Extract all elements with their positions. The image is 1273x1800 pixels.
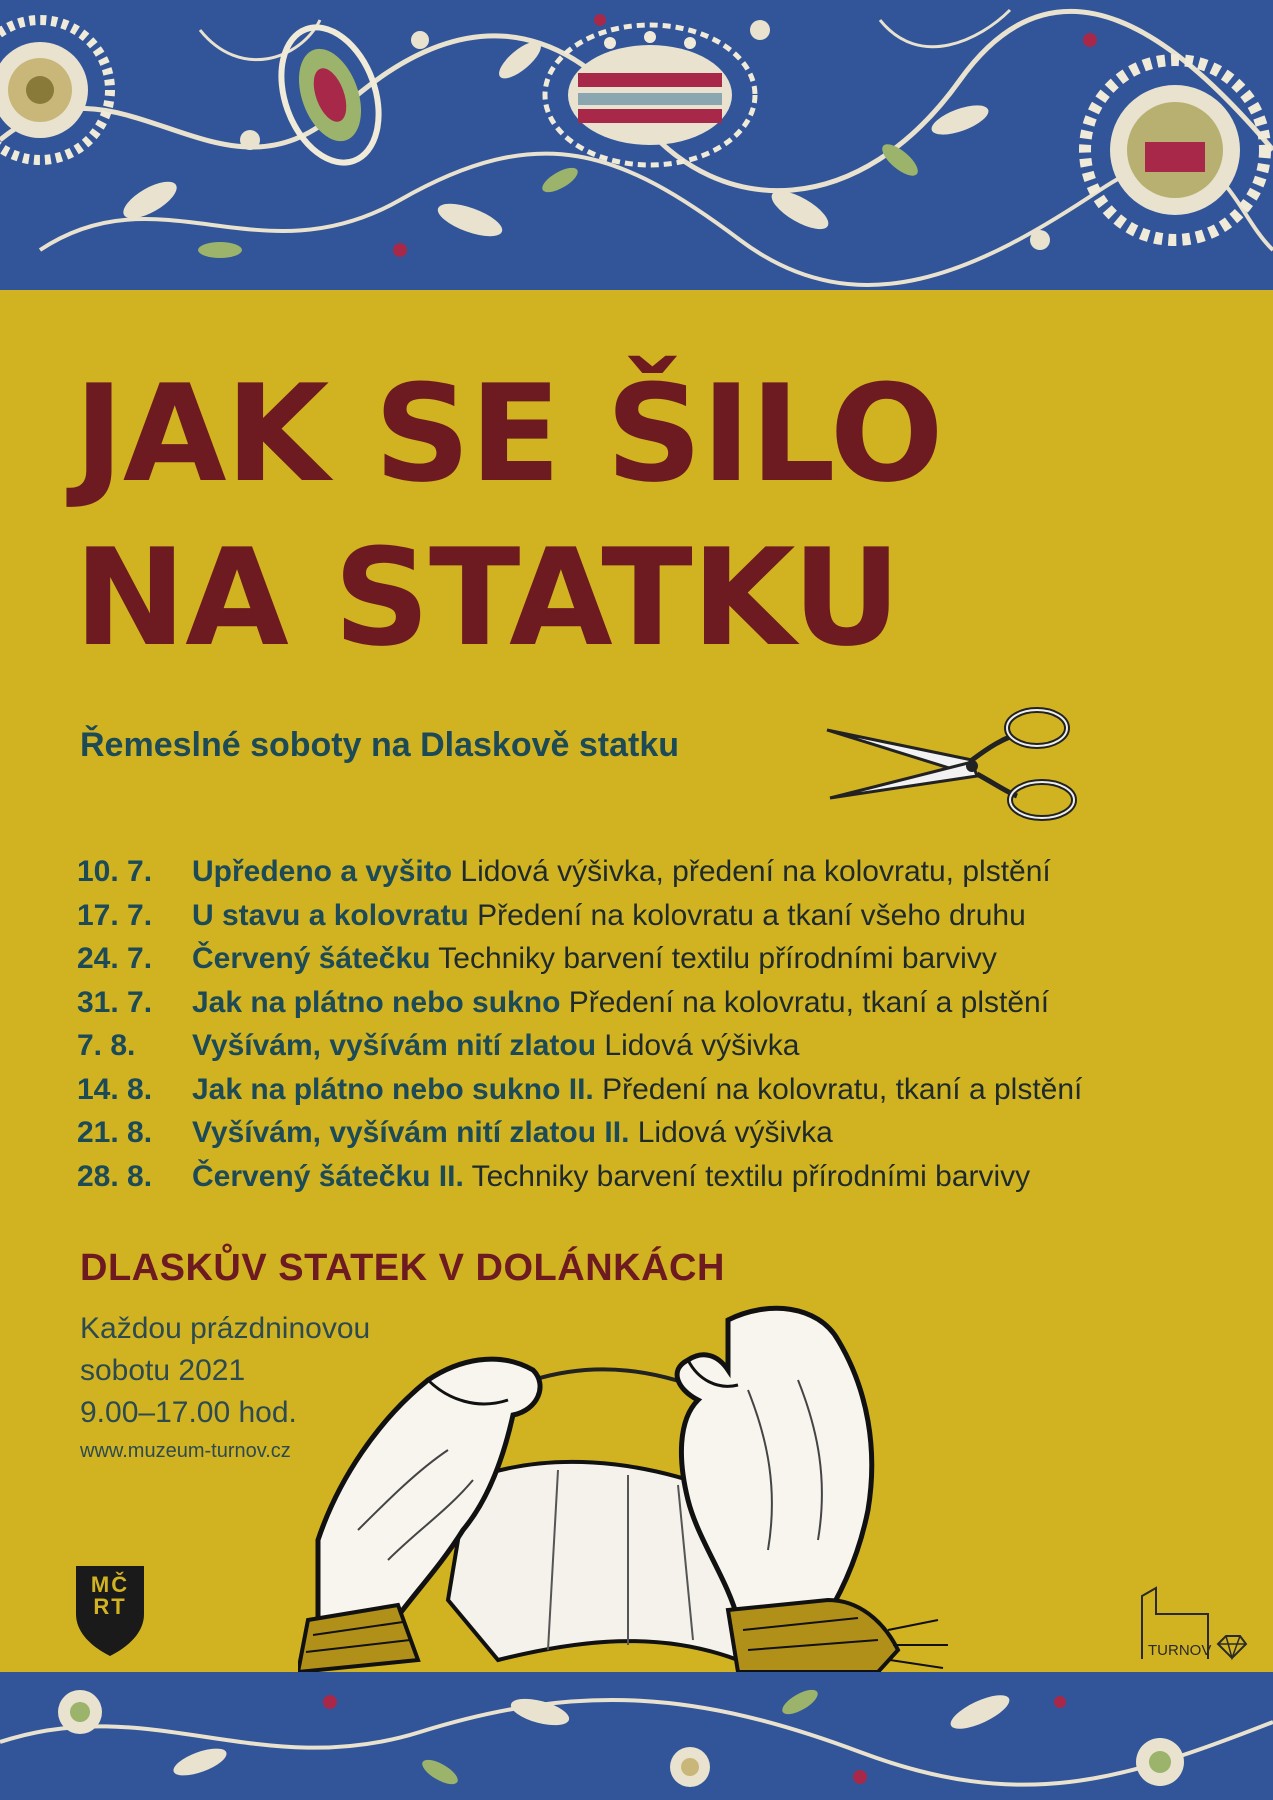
hands-sewing-illustration (298, 1300, 1018, 1672)
schedule-date: 21. 8. (77, 1116, 153, 1149)
embroidery-banner-top (0, 0, 1273, 290)
website-link[interactable]: www.muzeum-turnov.cz (80, 1440, 291, 1462)
scissors-icon (822, 700, 1082, 825)
mcrt-logo (76, 1566, 144, 1661)
mcrt-bottom-letters: RT (93, 1594, 127, 1619)
schedule-date: 10. 7. (77, 855, 153, 888)
schedule-item (77, 1068, 1082, 1112)
turnov-logo (1138, 1584, 1248, 1669)
schedule-date: 28. 8. (77, 1159, 153, 1193)
schedule-description: Předení na kolovratu, tkaní a plstění (593, 1072, 1083, 1106)
schedule-title: Jak na plátno nebo sukno (192, 985, 561, 1019)
schedule-date: 7. 8. (77, 1029, 136, 1062)
schedule-title: Jak na plátno nebo sukno II. (192, 1072, 594, 1106)
schedule-title: Červený šátečku II. (192, 1159, 464, 1193)
turnov-label: TURNOV (1148, 1642, 1212, 1659)
info-line: 9.00–17.00 hod. (80, 1396, 297, 1429)
schedule-title: Vyšívám, vyšívám nití zlatou II. (192, 1116, 630, 1149)
info-line: Každou prázdninovou (80, 1312, 371, 1345)
embroidery-banner-bottom (0, 1672, 1273, 1800)
schedule-description: Techniky barvení textilu přírodními barvivy (430, 942, 997, 975)
schedule-description: Předení na kolovratu, tkaní a plstění (560, 985, 1050, 1019)
mcrt-letters (76, 1574, 144, 1618)
schedule-list (77, 850, 1082, 1198)
embroidery-pattern (0, 1672, 1273, 1800)
schedule-title: Upředeno a vyšito (192, 855, 453, 888)
schedule-date: 17. 7. (77, 898, 153, 932)
schedule-title: U stavu a kolovratu (192, 898, 469, 932)
schedule-date: 31. 7. (77, 985, 153, 1019)
schedule-item (77, 850, 1082, 894)
schedule-title: Červený šátečku (192, 942, 431, 975)
info-line: sobotu 2021 (80, 1354, 246, 1387)
schedule-description: Lidová výšivka (629, 1116, 833, 1149)
schedule-description: Lidová výšivka, předení na kolovratu, plstění (452, 855, 1051, 888)
mcrt-top-letters: MČ (90, 1572, 130, 1597)
schedule-item (77, 1024, 1082, 1068)
subtitle: Řemeslné soboty na Dlaskově statku (80, 726, 680, 764)
schedule-description: Lidová výšivka (596, 1029, 800, 1062)
venue-heading: DLASKŮV STATEK V DOLÁNKÁCH (80, 1247, 725, 1289)
schedule-item (77, 894, 1082, 938)
title-line-1: JAK SE ŠILO (74, 356, 943, 512)
schedule-title: Vyšívám, vyšívám nití zlatou (192, 1029, 597, 1062)
schedule-item (77, 1155, 1082, 1199)
schedule-description: Předení na kolovratu a tkaní všeho druhu (468, 898, 1026, 932)
schedule-item (77, 937, 1082, 981)
schedule-date: 24. 7. (77, 942, 153, 975)
title-line-2: NA STATKU (74, 520, 901, 676)
embroidery-pattern (0, 0, 1273, 290)
poster-title (74, 352, 943, 680)
schedule-date: 14. 8. (77, 1072, 153, 1106)
schedule-description: Techniky barvení textilu přírodními barvivy (463, 1159, 1031, 1193)
schedule-item (77, 1111, 1082, 1155)
schedule-item (77, 981, 1082, 1025)
